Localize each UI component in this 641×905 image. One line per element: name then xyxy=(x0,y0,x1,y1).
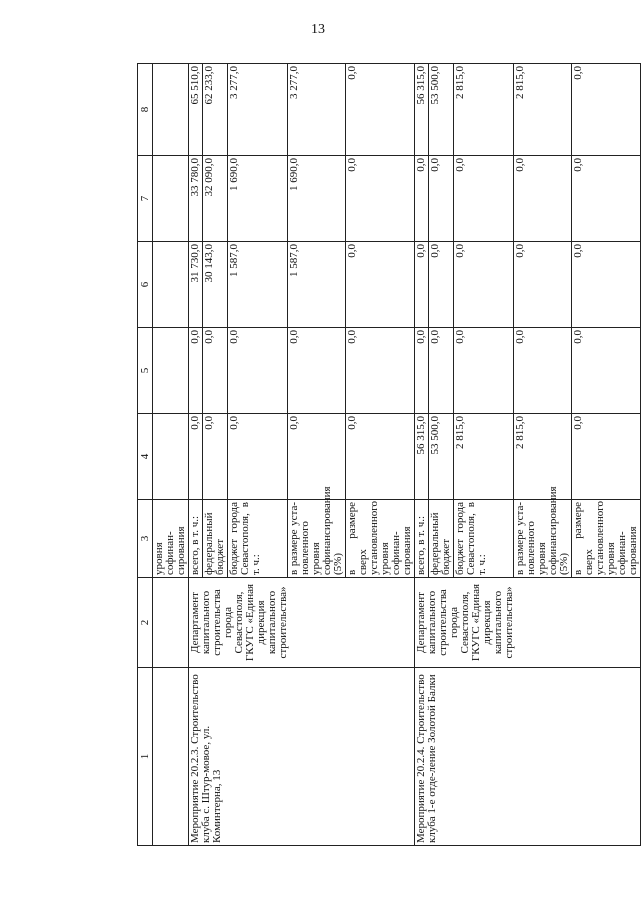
page-number: 13 xyxy=(311,22,325,37)
value-cell: 56 315,0 xyxy=(415,414,429,500)
value-cell: 1 587,0 xyxy=(288,242,346,328)
value-cell: 0,0 xyxy=(189,414,203,500)
value-cell: 0,0 xyxy=(429,242,454,328)
value-cell: 53 500,0 xyxy=(429,64,454,156)
funding-source: в размере уста-новленного уровня софинансирования (5%) xyxy=(514,500,572,578)
budget-table xyxy=(137,63,641,846)
value-cell: 2 815,0 xyxy=(454,414,514,500)
col-header: 2 xyxy=(138,578,153,668)
value-cell: 0,0 xyxy=(514,328,572,414)
table-row xyxy=(189,64,203,846)
value-cell: 0,0 xyxy=(415,242,429,328)
col-header: 3 xyxy=(138,500,153,578)
value-cell: 2 815,0 xyxy=(514,64,572,156)
funding-source: бюджет города Севастополя, в т. ч.: xyxy=(228,500,288,578)
value-cell: 56 315,0 xyxy=(415,64,429,156)
value-cell: 1 587,0 xyxy=(228,242,288,328)
value-cell: 0,0 xyxy=(415,328,429,414)
value-cell: 0,0 xyxy=(228,328,288,414)
value-cell: 3 277,0 xyxy=(288,64,346,156)
value-cell: 0,0 xyxy=(415,156,429,242)
value-cell: 32 090,0 xyxy=(203,156,228,242)
value-cell: 1 690,0 xyxy=(288,156,346,242)
value-cell: 0,0 xyxy=(572,328,641,414)
value-cell: 0,0 xyxy=(288,328,346,414)
value-cell: 0,0 xyxy=(429,328,454,414)
header-row xyxy=(138,64,153,846)
value-cell: 0,0 xyxy=(288,414,346,500)
value-cell: 0,0 xyxy=(572,64,641,156)
value-cell: 0,0 xyxy=(514,156,572,242)
value-cell: 0,0 xyxy=(346,328,415,414)
value-cell: 62 233,0 xyxy=(203,64,228,156)
value-cell: 0,0 xyxy=(429,156,454,242)
value-cell: 0,0 xyxy=(572,156,641,242)
value-cell: 65 510,0 xyxy=(189,64,203,156)
funding-source: всего, в т. ч.: xyxy=(189,500,203,578)
funding-source: федеральный бюджет xyxy=(203,500,228,578)
col-header: 5 xyxy=(138,328,153,414)
executor: Департамент капитального строительства города Севастополя, ГКУГС «Единая дирекция капитального строительства» xyxy=(189,578,415,668)
value-cell: 0,0 xyxy=(454,156,514,242)
value-cell: 0,0 xyxy=(454,242,514,328)
value-cell: 30 143,0 xyxy=(203,242,228,328)
funding-source: бюджет города Севастополя, в т. ч.: xyxy=(454,500,514,578)
funding-source: в размере сверх установленного уровня софинан-сирования xyxy=(572,500,641,578)
value-cell: 0,0 xyxy=(346,64,415,156)
value-cell: 0,0 xyxy=(346,156,415,242)
value-cell: 0,0 xyxy=(346,242,415,328)
value-cell: 0,0 xyxy=(346,414,415,500)
continuation-row xyxy=(153,64,189,846)
rotated-table-container xyxy=(137,64,639,846)
value-cell: 0,0 xyxy=(572,414,641,500)
measure-name: Мероприятие 20.2.3. Строительство клуба с. Штур-мовое, ул. Коминтерна, 13 xyxy=(189,668,415,846)
measure-name: Мероприятие 20.2.4. Строительство клуба 1-е отде-ление Золотой Балки xyxy=(415,668,641,846)
value-cell: 0,0 xyxy=(514,242,572,328)
value-cell: 2 815,0 xyxy=(514,414,572,500)
executor: Департамент капитального строительства города Севастополя, ГКУГС «Единая дирекция капитального строительства» xyxy=(415,578,641,668)
continuation-text: уровня софинан-сирования xyxy=(153,500,189,578)
col-header: 6 xyxy=(138,242,153,328)
value-cell: 0,0 xyxy=(454,328,514,414)
value-cell: 2 815,0 xyxy=(454,64,514,156)
col-header: 7 xyxy=(138,156,153,242)
value-cell: 1 690,0 xyxy=(228,156,288,242)
col-header: 4 xyxy=(138,414,153,500)
value-cell: 31 730,0 xyxy=(189,242,203,328)
funding-source: всего, в т. ч.: xyxy=(415,500,429,578)
funding-source: федеральный бюджет xyxy=(429,500,454,578)
col-header: 1 xyxy=(138,668,153,846)
table-row xyxy=(415,64,429,846)
value-cell: 3 277,0 xyxy=(228,64,288,156)
value-cell: 0,0 xyxy=(189,328,203,414)
value-cell: 0,0 xyxy=(203,414,228,500)
value-cell: 0,0 xyxy=(228,414,288,500)
value-cell: 53 500,0 xyxy=(429,414,454,500)
value-cell: 0,0 xyxy=(572,242,641,328)
funding-source: в размере сверх установленного уровня софинан-сирования xyxy=(346,500,415,578)
value-cell: 0,0 xyxy=(203,328,228,414)
funding-source: в размере уста-новленного уровня софинансирования (5%) xyxy=(288,500,346,578)
value-cell: 33 780,0 xyxy=(189,156,203,242)
col-header: 8 xyxy=(138,64,153,156)
